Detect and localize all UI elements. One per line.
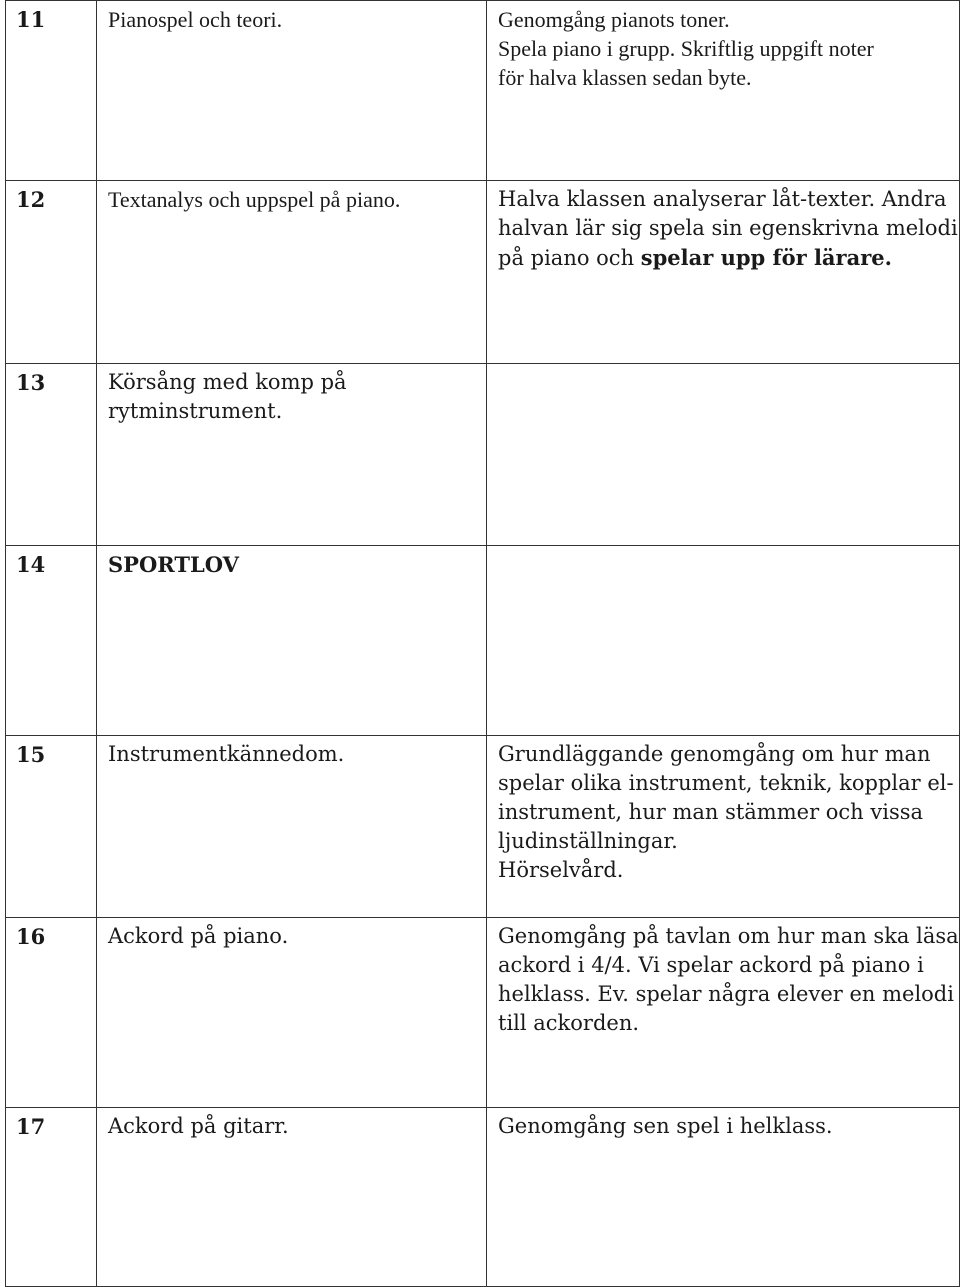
details-line: ljudinställningar. [498, 829, 678, 853]
details-line: till ackorden. [498, 1011, 640, 1035]
lesson-topic [97, 364, 487, 546]
details-text: på piano och [498, 246, 641, 270]
week-number: 15 [6, 736, 97, 918]
lesson-details [487, 1108, 960, 1287]
details-line: spelar olika instrument, teknik, kopplar el- [498, 771, 954, 795]
lesson-plan-table [5, 0, 960, 1287]
topic-line: Pianospel och teori. [108, 7, 283, 32]
week-number: 16 [6, 918, 97, 1108]
lesson-topic [97, 736, 487, 918]
topic-line: Ackord på piano. [108, 924, 289, 948]
week-number: 13 [6, 364, 97, 546]
topic-line: SPORTLOV [108, 552, 239, 577]
topic-line: Körsång med komp på [108, 370, 347, 394]
details-line: Grundläggande genomgång om hur man [498, 742, 931, 766]
table-row [6, 181, 960, 364]
details-line: Halva klassen analyserar låt-texter. Andra [498, 187, 947, 211]
details-line-mixed [498, 243, 951, 273]
table-row [6, 546, 960, 736]
topic-line: rytminstrument. [108, 399, 283, 423]
lesson-topic [97, 181, 487, 364]
lesson-details [487, 918, 960, 1108]
lesson-topic [97, 1, 487, 181]
details-line: ackord i 4/4. Vi spelar ackord på piano i [498, 953, 924, 977]
topic-line: Ackord på gitarr. [108, 1114, 289, 1138]
table-row [6, 736, 960, 918]
lesson-details [487, 1, 960, 181]
topic-line: Instrumentkännedom. [108, 742, 345, 766]
lesson-details [487, 546, 960, 736]
table-row [6, 918, 960, 1108]
details-line: halvan lär sig spela sin egenskrivna melodi [498, 216, 958, 240]
week-number: 12 [6, 181, 97, 364]
table-row [6, 364, 960, 546]
week-number: 11 [6, 1, 97, 181]
topic-line: Textanalys och uppspel på piano. [108, 187, 401, 212]
table-row [6, 1108, 960, 1287]
details-line: helklass. Ev. spelar några elever en melodi [498, 982, 954, 1006]
details-line: instrument, hur man stämmer och vissa [498, 800, 924, 824]
week-number: 17 [6, 1108, 97, 1287]
lesson-details [487, 364, 960, 546]
lesson-details [487, 736, 960, 918]
details-line: Spela piano i grupp. Skriftlig uppgift noter [498, 36, 874, 61]
details-line: Genomgång på tavlan om hur man ska läsa [498, 924, 959, 948]
lesson-topic [97, 1108, 487, 1287]
details-line: Genomgång pianots toner. [498, 7, 730, 32]
lesson-topic [97, 546, 487, 736]
lesson-topic [97, 918, 487, 1108]
lesson-details [487, 181, 960, 364]
details-emphasis: spelar upp för lärare. [640, 245, 892, 270]
details-line: Genomgång sen spel i helklass. [498, 1114, 833, 1138]
details-line: för halva klassen sedan byte. [498, 65, 752, 90]
table-row [6, 1, 960, 181]
week-number: 14 [6, 546, 97, 736]
details-line: Hörselvård. [498, 858, 624, 882]
